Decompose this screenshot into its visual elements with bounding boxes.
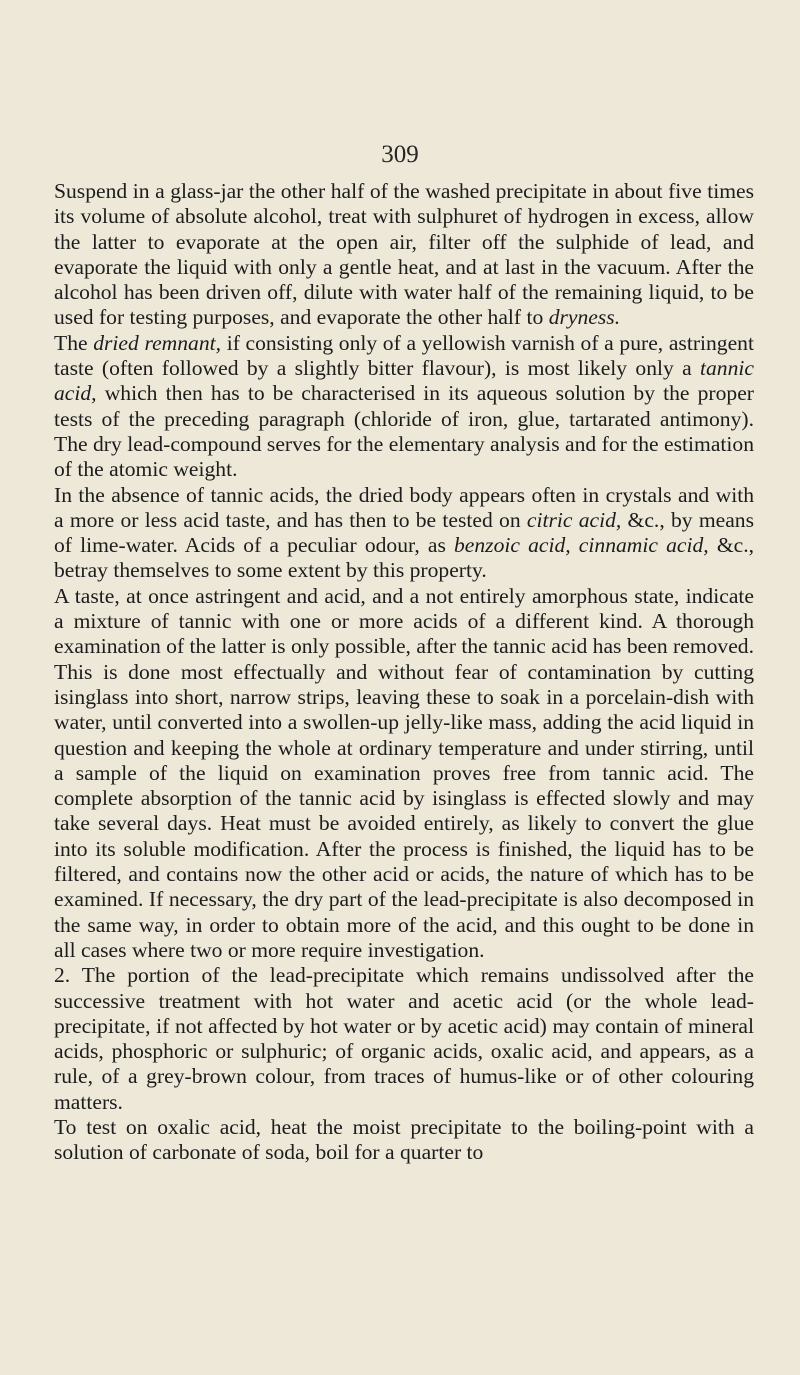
text-run: Suspend in a glass-jar the other half of the washed precipitate in about five times its volume of absolute alcohol, treat with sulphuret of hydrogen in excess, allow the latter to evaporate at the open air, filter off the sulphide of lead, and evaporate the liquid with only a gentle heat, and at last in the vacuum. After the alcohol has been driven off, dilute with water half of the remaining liquid, to be used for testing purposes, and evaporate the other half to: [54, 179, 754, 330]
italic-term: dryness.: [548, 305, 621, 330]
body-text: [54, 179, 754, 1166]
text-run: A taste, at once astringent and acid, and a not entirely amorphous state, indicate a mixture of tannic with one or more acids of a different kind. A thorough examination of the latter is only possible, after the tannic acid has been removed. This is done most effectually and without fear of contamination by cutting isinglass into short, narrow strips, leaving these to soak in a porcelain-dish with water, until converted into a swollen-up jelly-like mass, adding the acid liquid in question and keeping the whole at ordinary temperature and under stirring, until a sample of the liquid on examination proves free from tannic acid. The complete absorption of the tannic acid by isinglass is effected slowly and may take several days. Heat must be avoided entirely, as likely to convert the glue into its soluble modification. After the process is finished, the liquid has to be filtered, and contains now the other acid or acids, the nature of which has to be examined. If necessary, the dry part of the lead-precipitate is also decomposed in the same way, in order to obtain more of the acid, and this ought to be done in all cases where two or more require investigation.: [54, 583, 754, 962]
text-run: The: [54, 330, 94, 355]
italic-term: citric acid,: [526, 507, 622, 532]
italic-term: tannic acid,: [54, 356, 754, 406]
paragraph: [54, 963, 754, 1115]
text-run: &c., by means of lime-water. Acids of a peculiar odour, as: [54, 507, 754, 558]
paragraph: [54, 584, 754, 963]
paragraph: [54, 1115, 754, 1166]
page-number: 309: [381, 141, 419, 168]
text-run: In the absence of tannic acids, the dried body appears often in crystals and with a more or less acid taste, and has then to be tested on: [54, 482, 754, 532]
paragraph: [54, 483, 754, 584]
paragraph: [54, 179, 754, 331]
text-run: which then has to be characterised in its aqueous solution by the proper tests of the preceding paragraph (chloride of iron, glue, tartarated antimony). The dry lead-compound serves for the elementary analysis and for the estimation of the atomic weight.: [54, 381, 754, 482]
italic-term: dried remnant,: [93, 330, 222, 355]
text-run: 2. The portion of the lead-precipitate which remains undissolved after the successive treatment with hot water and acetic acid (or the whole lead-precipitate, if not affected by hot water or by acetic acid) may contain of mineral acids, phosphoric or sulphuric; of organic acids, oxalic acid, and appears, as a rule, of a grey-brown colour, from traces of humus-like or of other colouring matters.: [54, 963, 754, 1114]
text-run: &c., betray themselves to some extent by this property.: [54, 533, 755, 583]
paragraph: [54, 331, 754, 483]
text-run: if consisting only of a yellowish varnish of a pure, astringent taste (often followed by a slightly bitter flavour), is most likely only a: [54, 330, 754, 381]
italic-term: benzoic acid, cinnamic acid,: [454, 533, 709, 558]
text-run: To test on oxalic acid, heat the moist precipitate to the boiling-point with a solution of carbonate of soda, boil for a quarter to: [54, 1114, 754, 1165]
